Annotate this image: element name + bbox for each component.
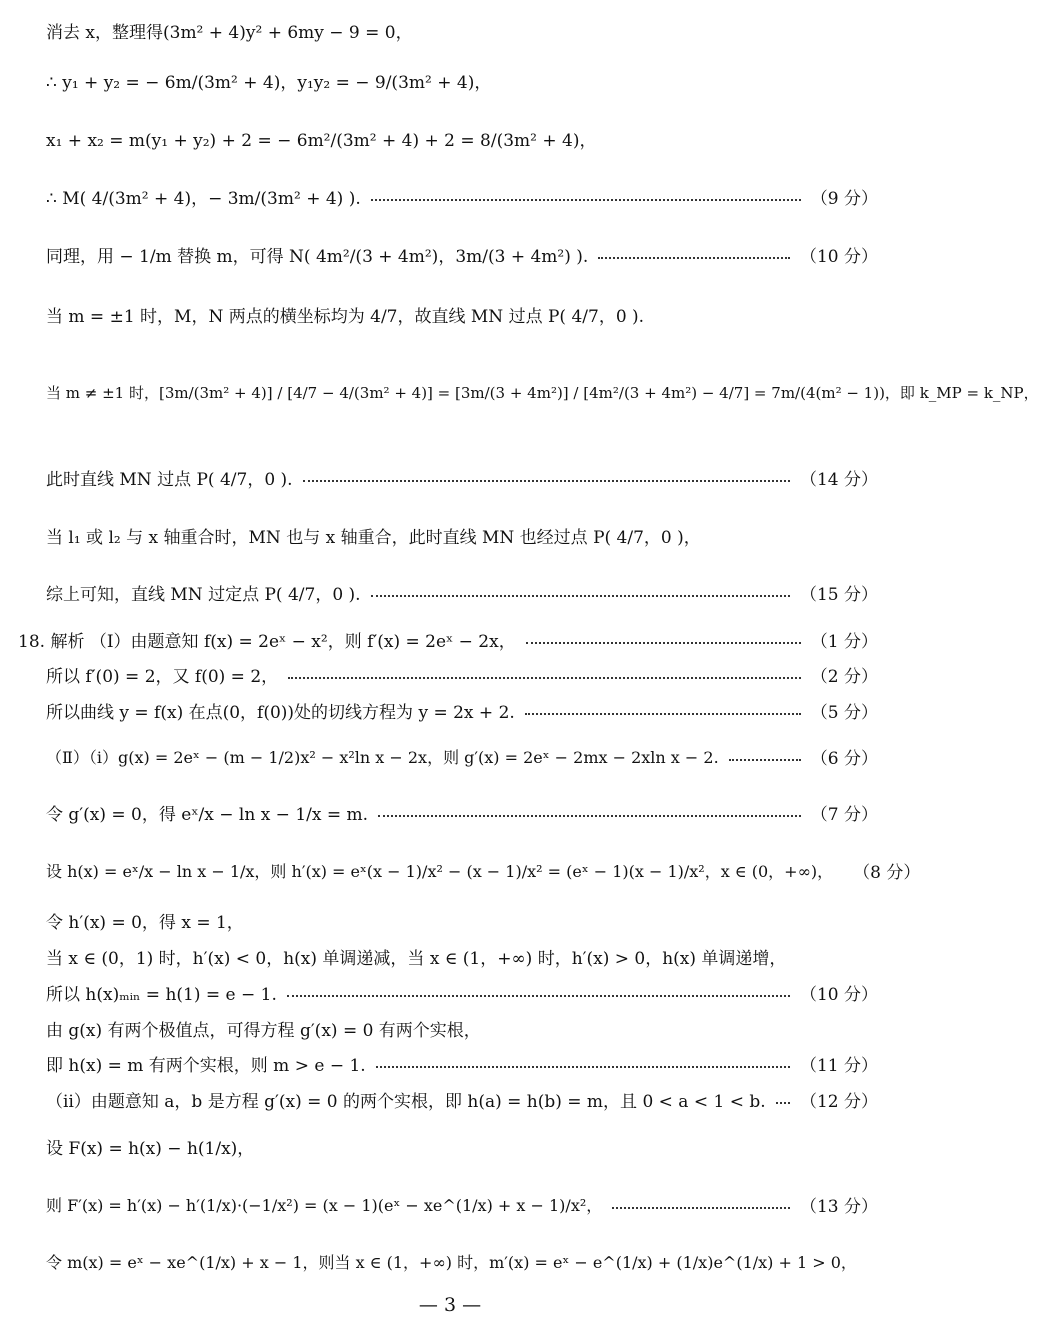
dot-leader xyxy=(598,257,790,259)
line-4: ∴ M( 4/(3m² + 4)，− 3m/(3m² + 4) ). （9 分） xyxy=(46,189,878,209)
line-8: 此时直线 MN 过点 P( 4/7，0 ). （14 分） xyxy=(46,470,878,490)
dot-leader xyxy=(288,677,801,679)
line-17: 令 h′(x) = 0，得 x = 1， xyxy=(46,913,244,933)
dot-leader xyxy=(376,1066,790,1068)
dot-leader xyxy=(612,1207,790,1209)
line-7: 当 m ≠ ±1 时，[3m/(3m² + 4)] / [4/7 − 4/(3m² + 4)] = [3m/(3 + 4m²)] / [4m²/(3 + 4m²) − 4/7] = 7m/(4(m² − 1))，即 k_MP = k_NP， xyxy=(46,384,1039,402)
line-16: 设 h(x) = eˣ/x − ln x − 1/x，则 h′(x) = eˣ(x − 1)/x² − (x − 1)/x² = (eˣ − 1)(x − 1)/x²，x ∈ (0，+∞)， （8 分） xyxy=(46,862,921,883)
dot-leader xyxy=(371,199,801,201)
line-5: 同理，用 − 1/m 替换 m，可得 N( 4m²/(3 + 4m²)，3m/(3 + 4m²) ). （10 分） xyxy=(46,247,878,267)
dot-leader xyxy=(776,1102,790,1104)
page-number: — 3 — xyxy=(418,1294,482,1316)
dot-leader xyxy=(526,642,801,644)
line-12: 所以 f′(0) = 2，又 f(0) = 2， （2 分） xyxy=(46,667,878,687)
line-1: 消去 x，整理得(3m² + 4)y² + 6my − 9 = 0， xyxy=(46,23,413,43)
line-21: 即 h(x) = m 有两个实根，则 m > e − 1. （11 分） xyxy=(46,1056,878,1076)
line-25: 令 m(x) = eˣ − xe^(1/x) + x − 1，则当 x ∈ (1，+∞) 时，m′(x) = eˣ − e^(1/x) + (1/x)e^(1/x) + 1 > 0， xyxy=(46,1253,857,1272)
line-24: 则 F′(x) = h′(x) − h′(1/x)·(−1/x²) = (x − 1)(eˣ − xe^(1/x) + x − 1)/x²， （13 分） xyxy=(46,1196,878,1217)
line-6: 当 m = ±1 时，M，N 两点的横坐标均为 4/7，故直线 MN 过点 P( 4/7，0 ). xyxy=(46,307,645,327)
dot-leader xyxy=(525,713,801,715)
dot-leader xyxy=(303,480,790,482)
line-14: （Ⅱ）（ⅰ）g(x) = 2eˣ − (m − 1/2)x² − x²ln x − 2x，则 g′(x) = 2eˣ − 2mx − 2xln x − 2. （6 分） xyxy=(46,748,878,769)
line-18: 当 x ∈ (0，1) 时，h′(x) < 0，h(x) 单调递减，当 x ∈ (1，+∞) 时，h′(x) > 0，h(x) 单调递增， xyxy=(46,949,787,969)
line-3: x₁ + x₂ = m(y₁ + y₂) + 2 = − 6m²/(3m² + 4) + 2 = 8/(3m² + 4)， xyxy=(46,131,597,151)
dot-leader xyxy=(371,595,790,597)
line-13: 所以曲线 y = f(x) 在点(0，f(0))处的切线方程为 y = 2x + 2. （5 分） xyxy=(46,703,878,723)
line-19: 所以 h(x)ₘᵢₙ = h(1) = e − 1. （10 分） xyxy=(46,985,878,1005)
line-9: 当 l₁ 或 l₂ 与 x 轴重合时，MN 也与 x 轴重合，此时直线 MN 也经过点 P( 4/7，0 )， xyxy=(46,528,701,548)
dot-leader xyxy=(287,995,790,997)
line-10: 综上可知，直线 MN 过定点 P( 4/7，0 ). （15 分） xyxy=(46,585,878,605)
dot-leader xyxy=(378,815,801,817)
line-20: 由 g(x) 有两个极值点，可得方程 g′(x) = 0 有两个实根， xyxy=(46,1021,481,1041)
dot-leader xyxy=(729,759,801,761)
question-18-heading: 18. 解析 （Ⅰ）由题意知 f(x) = 2eˣ − x²，则 f′(x) = 2eˣ − 2x， （1 分） xyxy=(18,632,878,652)
line-2: ∴ y₁ + y₂ = − 6m/(3m² + 4)，y₁y₂ = − 9/(3m² + 4)， xyxy=(46,73,492,93)
line-15: 令 g′(x) = 0，得 eˣ/x − ln x − 1/x = m. （7 分） xyxy=(46,805,878,825)
line-22: （ⅱ）由题意知 a，b 是方程 g′(x) = 0 的两个实根，即 h(a) = h(b) = m，且 0 < a < 1 < b. （12 分） xyxy=(46,1092,878,1112)
line-23: 设 F(x) = h(x) − h(1/x)， xyxy=(46,1139,255,1159)
